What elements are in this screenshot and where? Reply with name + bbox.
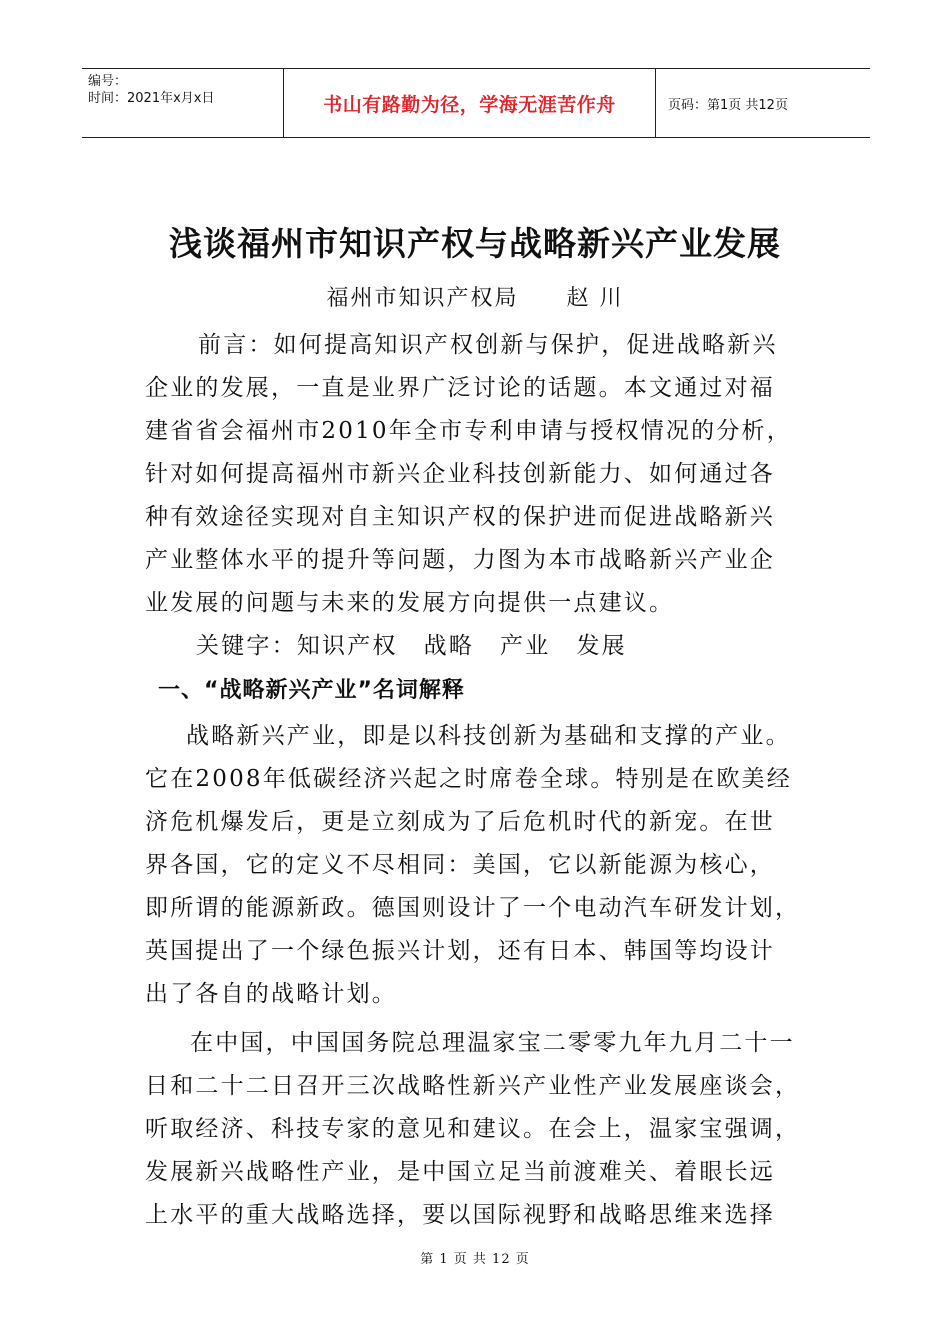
author-line <box>0 281 950 312</box>
preface-line: 企业的发展，一直是业界广泛讨论的话题。本文通过对福 <box>145 375 775 401</box>
author-organization: 福州市知识产权局 <box>326 286 519 311</box>
preface-line: 产业整体水平的提升等问题，力图为本市战略新兴产业企 <box>145 547 775 573</box>
body-line: 它在2008年低碳经济兴起之时席卷全球。特别是在欧美经 <box>145 766 792 792</box>
body-line: 出了各自的战略计划。 <box>145 981 397 1007</box>
header-motto: 书山有路勤为径，学海无涯苦作舟 <box>283 69 656 137</box>
date-label: 时间：2021年x月x日 <box>88 91 215 106</box>
body-line: 在中国，中国国务院总理温家宝二零零九年九月二十一 <box>190 1030 795 1056</box>
preface-line: 前言：如何提高知识产权创新与保护，促进战略新兴 <box>198 332 778 358</box>
body-line: 日和二十二日召开三次战略性新兴产业性产业发展座谈会， <box>145 1073 801 1099</box>
keywords-line <box>196 627 627 660</box>
body-line: 英国提出了一个绿色振兴计划，还有日本、韩国等均设计 <box>145 938 775 964</box>
document-header <box>82 68 870 138</box>
body-line: 界各国，它的定义不尽相同：美国，它以新能源为核心， <box>145 852 775 878</box>
keyword: 产业 <box>500 633 551 659</box>
preface-line: 种有效途径实现对自主知识产权的保护进而促进战略新兴 <box>145 504 775 530</box>
page-footer: 第 1 页 共 12 页 <box>420 1252 530 1267</box>
body-line: 听取经济、科技专家的意见和建议。在会上，温家宝强调， <box>145 1116 801 1142</box>
keywords-label: 关键字： <box>196 633 297 659</box>
document-title: 浅谈福州市知识产权与战略新兴产业发展 <box>169 224 781 263</box>
header-page-number: 页码：第1页 共12页 <box>668 97 788 113</box>
body-line: 上水平的重大战略选择，要以国际视野和战略思维来选择 <box>145 1202 775 1228</box>
body-line: 发展新兴战略性产业，是中国立足当前渡难关、着眼长远 <box>145 1159 775 1185</box>
keyword: 战略 <box>423 633 475 659</box>
section-heading: 一、“战略新兴产业”名词解释 <box>158 678 465 703</box>
preface-line: 业发展的问题与未来的发展方向提供一点建议。 <box>145 590 675 616</box>
author-name: 赵 川 <box>566 286 624 311</box>
keyword: 发展 <box>576 633 627 659</box>
body-line: 即所谓的能源新政。德国则设计了一个电动汽车研发计划， <box>145 895 801 921</box>
code-label: 编号： <box>88 74 128 89</box>
preface-line: 针对如何提高福州市新兴企业科技创新能力、如何通过各 <box>145 461 775 487</box>
body-line: 战略新兴产业，即是以科技创新为基础和支撑的产业。 <box>186 723 791 749</box>
header-meta-cell <box>82 69 283 137</box>
preface-line: 建省省会福州市2010年全市专利申请与授权情况的分析， <box>145 418 792 444</box>
keyword: 知识产权 <box>296 633 398 659</box>
body-line: 济危机爆发后，更是立刻成为了后危机时代的新宠。在世 <box>145 809 775 835</box>
